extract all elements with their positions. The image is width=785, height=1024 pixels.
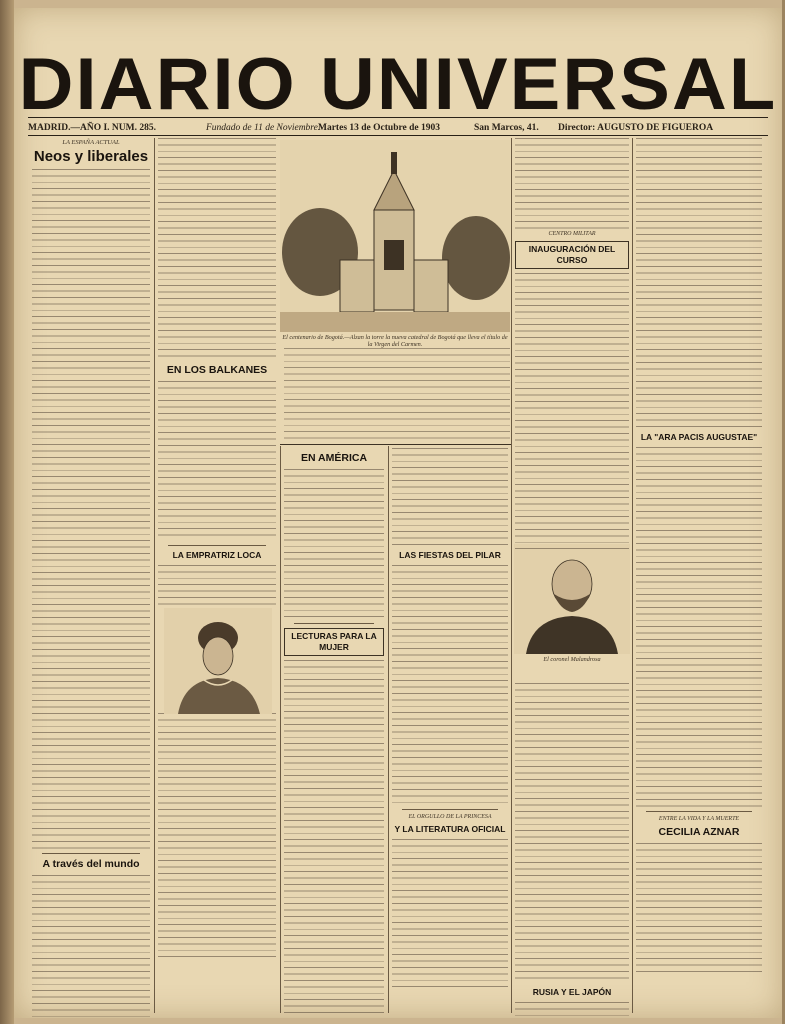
column-2 — [158, 138, 276, 958]
article-body-text — [515, 1002, 629, 1018]
article-kicker: EL ORGULLO DE LA PRINCESA — [408, 814, 492, 820]
founded-text: Fundado de 11 de Noviembre. — [206, 123, 321, 133]
article-body-text — [284, 660, 384, 1018]
article-body-text — [636, 138, 762, 428]
article-headline: RUSIA Y EL JAPÓN — [532, 987, 612, 998]
portrait-space — [515, 553, 629, 683]
place-year-number: MADRID.—AÑO I. NUM. 285. — [28, 123, 156, 133]
article-headline: CECILIA AZNAR — [658, 826, 740, 839]
cathedral-caption: El centenario de Bogotá.—Alzan la torre la nueva catedral de Bogotá que lleva el título de la Virgen del Carmen. — [282, 334, 508, 348]
masthead-title: DIARIO UNIVERSAL — [18, 44, 778, 125]
empress-portrait-illustration — [164, 608, 272, 714]
info-bar — [28, 120, 768, 136]
column-separator — [388, 446, 389, 1013]
article-headline: A través del mundo — [42, 858, 140, 871]
divider — [402, 809, 498, 810]
article-headline: LA "ARA PACIS AUGUSTAE" — [640, 432, 758, 442]
article-body-text — [32, 169, 150, 849]
article-body-text — [636, 447, 762, 807]
article-body-text — [392, 839, 508, 989]
address-text: San Marcos, 41. — [474, 123, 539, 133]
divider — [280, 444, 511, 445]
article-body-text — [284, 348, 510, 440]
column-1 — [32, 138, 150, 1018]
article-body-text — [158, 565, 276, 605]
article-headline: Neos y liberales — [33, 148, 149, 166]
masthead-rule — [28, 117, 768, 118]
article-headline: EN LOS BALKANES — [166, 364, 268, 376]
column-separator — [511, 138, 512, 1013]
column-separator — [154, 138, 155, 1013]
article-body-text — [158, 381, 276, 541]
section-kicker: LA ESPAÑA ACTUAL — [62, 139, 120, 146]
article-headline: LECTURAS PARA LA MUJER — [284, 628, 384, 656]
article-headline: INAUGURACIÓN DEL CURSO — [515, 241, 629, 269]
officer-caption: El coronel Malandrosa — [543, 656, 601, 663]
director-text: Director: AUGUSTO DE FIGUEROA — [558, 123, 714, 133]
article-body-text — [515, 273, 629, 553]
binding-shadow — [0, 0, 14, 1024]
column-6 — [636, 138, 762, 973]
divider — [294, 623, 374, 624]
article-kicker: ENTRE LA VIDA Y LA MUERTE — [658, 816, 740, 822]
info-rule — [28, 135, 768, 136]
article-body-text — [392, 565, 508, 805]
article-body-text — [158, 138, 276, 360]
column-separator — [280, 446, 281, 1013]
article-body-text — [158, 713, 276, 958]
article-headline: LA EMPRATRIZ LOCA — [172, 550, 262, 560]
article-headline: Y LA LITERATURA OFICIAL — [394, 824, 506, 835]
divider — [42, 853, 140, 854]
article-body-text — [636, 843, 762, 973]
newspaper-page — [14, 8, 782, 1018]
article-headline: LAS FIESTAS DEL PILAR — [399, 550, 501, 560]
article-body-text — [515, 138, 629, 230]
cathedral-illustration — [280, 140, 510, 332]
article-body-text — [32, 875, 150, 1018]
divider — [646, 811, 752, 812]
column-3 — [284, 448, 384, 1018]
divider — [168, 545, 266, 546]
section-label: CENTRO MILITAR — [548, 231, 596, 237]
article-body-text — [392, 448, 508, 546]
issue-date: Martes 13 de Octubre de 1903 — [318, 123, 440, 133]
column-separator — [632, 138, 633, 1013]
article-body-text — [284, 469, 384, 619]
column-5 — [515, 138, 629, 1018]
column-4 — [392, 448, 508, 989]
article-body-text — [515, 683, 629, 983]
article-headline: EN AMÉRICA — [300, 452, 368, 464]
